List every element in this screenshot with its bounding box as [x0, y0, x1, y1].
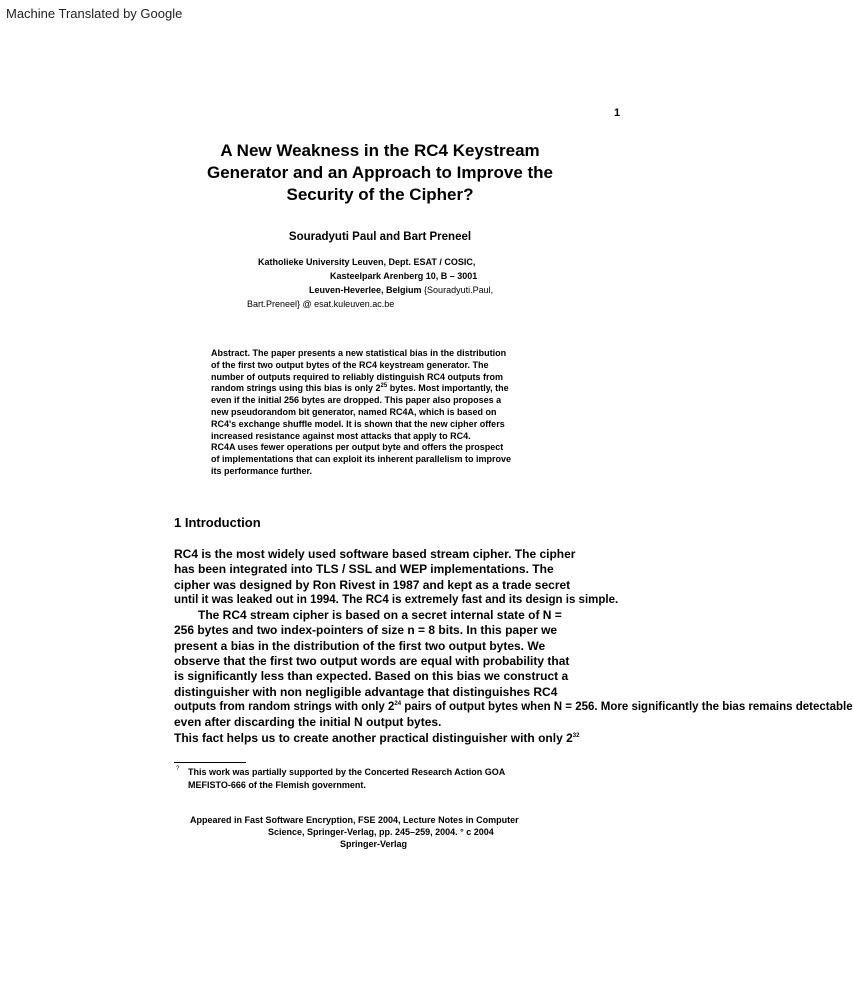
affiliation-email-start: {Souradyuti.Paul,	[421, 285, 494, 295]
footnote-mark: ?	[176, 766, 180, 772]
body-exponent: 24	[394, 701, 402, 708]
body-line: cipher was designed by Ron Rivest in 1987 and kept as a trade secret	[174, 577, 571, 592]
body-line: even after discarding the initial N output bytes.	[174, 715, 442, 730]
body-line: The RC4 stream cipher is based on a secret internal state of N =	[198, 608, 562, 623]
affiliation-line: Kasteelpark Arenberg 10, B – 3001	[330, 271, 478, 281]
abstract	[211, 348, 511, 478]
title-line: Generator and an Approach to Improve the	[206, 163, 554, 182]
appeared-note-line: Appeared in Fast Software Encryption, FSE 2004, Lecture Notes in Computer	[190, 815, 519, 825]
abstract-line: of implementations that can exploit its inherent parallelism to improve	[211, 454, 512, 465]
section-heading: 1 Introduction	[174, 515, 261, 530]
body-exponent: 32	[572, 732, 580, 739]
footnote-line: This work was partially supported by the Concerted Research Action GOA	[188, 767, 506, 777]
body-line: This fact helps us to create another practical distinguisher with only $2^{32}$	[174, 730, 580, 745]
body-text	[174, 547, 853, 746]
affiliation-location: Leuven-Heverlee, Belgium	[309, 285, 422, 295]
body-line: distinguisher with non negligible advantage that distinguishes RC4	[174, 684, 558, 699]
appeared-note-line: Springer-Verlag	[340, 839, 408, 849]
abstract-line: its performance further.	[211, 465, 313, 476]
abstract-exponent: 25	[380, 383, 388, 390]
body-line: observe that the first two output words are equal with probability that	[174, 654, 570, 669]
title-line: A New Weakness in the RC4 Keystream	[220, 141, 540, 160]
page-number: 1	[614, 107, 621, 119]
abstract-line: increased resistance against most attacks that apply to RC4.	[211, 430, 471, 441]
translation-banner: Machine Translated by Google	[6, 6, 183, 21]
affiliation-line	[309, 283, 493, 297]
paper-title	[160, 140, 600, 206]
abstract-line: new pseudorandom bit generator, named RC4A, which is based on	[211, 406, 497, 417]
body-line: RC4 is the most widely used software based stream cipher. The cipher	[174, 547, 576, 561]
footnote	[188, 766, 505, 791]
appeared-note-line: Science, Springer-Verlag, pp. 245–259, 2004. ° c 2004	[268, 827, 494, 837]
body-line: is significantly less than expected. Based on this bias we construct a	[174, 669, 569, 684]
authors: Souradyuti Paul and Bart Preneel	[288, 231, 472, 243]
abstract-line: random strings using this bias is only $2^{25}$ bytes. Most importantly, the	[211, 383, 509, 394]
abstract-line: Abstract. The paper presents a new statistical bias in the distribution	[211, 348, 507, 358]
abstract-line: RC4's exchange shuffle model. It is shown that the new cipher offers	[211, 418, 505, 429]
abstract-line: of the first two output bytes of the RC4 keystream generator. The	[211, 359, 489, 370]
footnote-rule	[174, 762, 246, 763]
abstract-line: even if the initial 256 bytes are dropped. This paper also proposes a	[211, 395, 502, 406]
body-line: 256 bytes and two index-pointers of size n = 8 bits. In this paper we	[174, 623, 558, 638]
body-line: has been integrated into TLS / SSL and WEP implementations. The	[174, 562, 554, 577]
footnote-line: MEFISTO-666 of the Flemish government.	[188, 779, 366, 790]
body-line: outputs from random strings with only $2^{24}$ pairs of output bytes when N = 256. More significantly the bias remains detectable	[174, 700, 853, 713]
affiliation-line: Katholieke University Leuven, Dept. ESAT / COSIC,	[258, 257, 476, 267]
abstract-line: number of outputs required to reliably distinguish RC4 outputs from	[211, 371, 504, 382]
body-line: present a bias in the distribution of the first two output bytes. We	[174, 638, 546, 653]
title-line: Security of the Cipher?	[286, 185, 474, 204]
affiliation-email: Bart.Preneel} @ esat.kuleuven.ac.be	[247, 299, 395, 309]
body-line: until it was leaked out in 1994. The RC4 is extremely fast and its design is simple.	[174, 593, 619, 606]
abstract-line: RC4A uses fewer operations per output byte and offers the prospect	[211, 442, 504, 453]
